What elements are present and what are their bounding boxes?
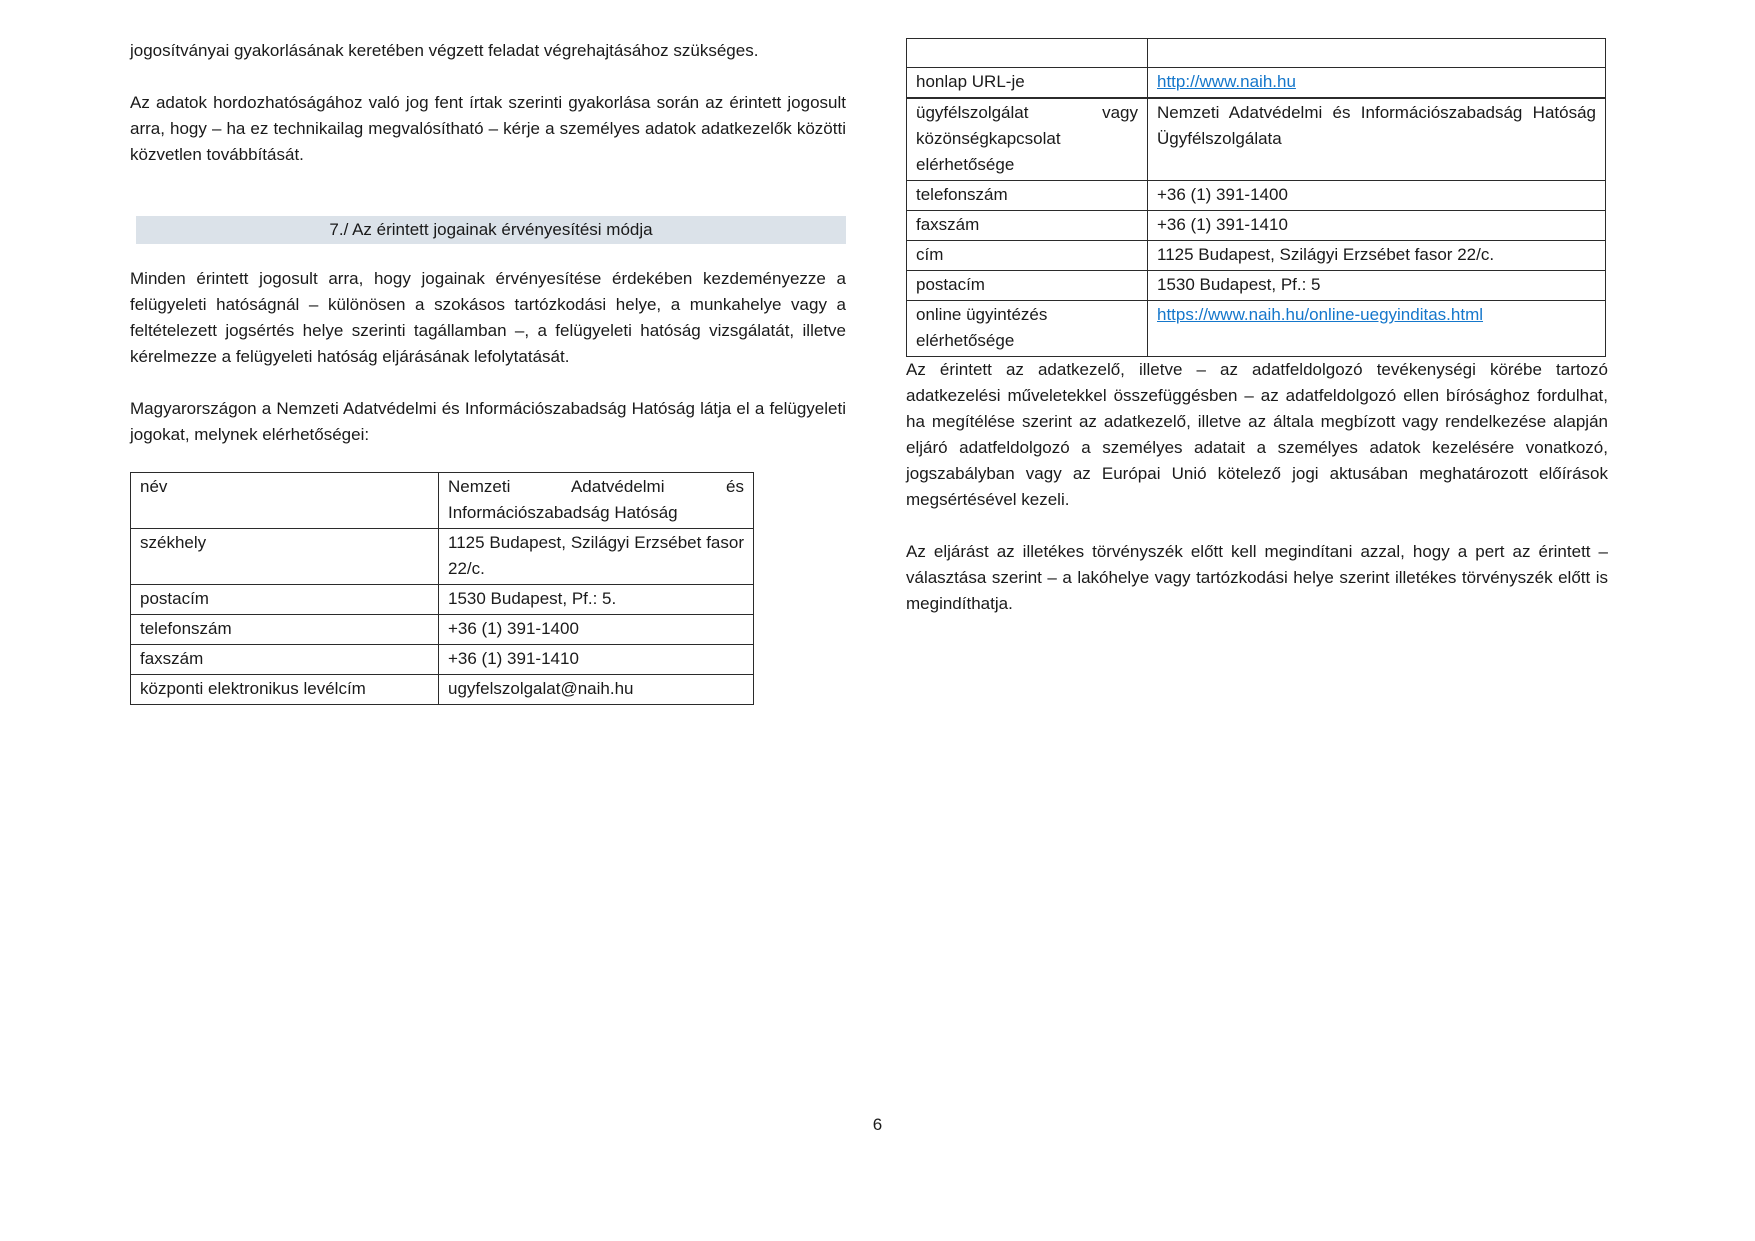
table-row bbox=[131, 473, 754, 529]
naih-homepage-link[interactable]: http://www.naih.hu bbox=[1157, 72, 1296, 91]
table-row bbox=[131, 585, 754, 615]
paragraph-rights-enforcement: Minden érintett jogosult arra, hogy jogainak érvényesítése érdekében kezdeményezze a felügyeleti hatóságnál – különösen a szokásos tartózkodási helye, a munkahelye vagy a feltételezett jogsértés helye szerinti tagállamban –, a felügyeleti hatóság vizsgálatát, illetve kérelmezze a felügyeleti hatóság eljárásának lefolytatását. bbox=[130, 269, 846, 366]
row-label: székhely bbox=[131, 529, 439, 585]
page-number: 6 bbox=[872, 1115, 883, 1134]
naih-details-table bbox=[130, 472, 754, 705]
table-row bbox=[907, 301, 1606, 357]
row-value: 1530 Budapest, Pf.: 5. bbox=[439, 585, 754, 615]
row-label: faxszám bbox=[907, 211, 1148, 241]
row-label: központi elektronikus levélcím bbox=[131, 675, 439, 705]
row-value: +36 (1) 391-1400 bbox=[1148, 181, 1606, 211]
row-label: név bbox=[131, 473, 439, 529]
row-label: ügyfélszolgálat vagy közönségkapcsolat elérhetősége bbox=[907, 99, 1148, 181]
paragraph-intro: jogosítványai gyakorlásának keretében végzett feladat végrehajtásához szükséges. bbox=[130, 41, 759, 60]
table-row bbox=[131, 529, 754, 585]
right-column bbox=[906, 38, 1608, 643]
row-label: telefonszám bbox=[131, 615, 439, 645]
row-label: telefonszám bbox=[907, 181, 1148, 211]
table-row bbox=[907, 181, 1606, 211]
table-row bbox=[907, 99, 1606, 181]
table-row bbox=[907, 68, 1606, 98]
paragraph-court-remedy: Az érintett az adatkezelő, illetve – az adatfeldolgozó tevékenységi körébe tartozó adatkezelési műveletekkel összefüggésben – az adatfeldolgozó ellen bírósághoz fordulhat, ha megítélése szerint az adatkezelő, illetve az általa megbízott vagy rendelkezése alapján eljáró adatfeldolgozó a személyes adatait a személyes adatok kezelésére vonatkozó, jogszabályban vagy az Európai Unió kötelező jogi aktusában meghatározott előírások megsértésével kezeli. bbox=[906, 360, 1608, 509]
online-case-start-link[interactable]: https://www.naih.hu/online-uegyinditas.html bbox=[1157, 305, 1484, 324]
paragraph-hungary-authority: Magyarországon a Nemzeti Adatvédelmi és Információszabadság Hatóság látja el a felügyeleti jogokat, melynek elérhetőségei: bbox=[130, 399, 846, 444]
row-label bbox=[907, 39, 1148, 68]
left-column bbox=[130, 38, 846, 705]
table-row bbox=[907, 39, 1606, 68]
table-row bbox=[907, 241, 1606, 271]
table-row bbox=[131, 645, 754, 675]
row-value: 1125 Budapest, Szilágyi Erzsébet fasor 22/c. bbox=[439, 529, 754, 585]
row-value bbox=[1148, 39, 1606, 68]
row-label: postacím bbox=[131, 585, 439, 615]
row-value: 1530 Budapest, Pf.: 5 bbox=[1148, 271, 1606, 301]
row-value: +36 (1) 391-1410 bbox=[439, 645, 754, 675]
row-value bbox=[1148, 301, 1606, 357]
row-value: +36 (1) 391-1410 bbox=[1148, 211, 1606, 241]
row-value: Nemzeti Adatvédelmi és Információszabadság Hatóság Ügyfélszolgálata bbox=[1148, 99, 1606, 181]
table-row bbox=[907, 211, 1606, 241]
row-label: online ügyintézés elérhetősége bbox=[907, 301, 1148, 357]
row-value: 1125 Budapest, Szilágyi Erzsébet fasor 22/c. bbox=[1148, 241, 1606, 271]
row-value bbox=[1148, 68, 1606, 98]
paragraph-data-portability: Az adatok hordozhatóságához való jog fent írtak szerinti gyakorlása során az érintett jogosult arra, hogy – ha ez technikailag megvalósítható – kérje a személyes adatok adatkezelők közötti közvetlen továbbítását. bbox=[130, 93, 846, 164]
row-value: ugyfelszolgalat@naih.hu bbox=[439, 675, 754, 705]
table-row bbox=[131, 675, 754, 705]
row-value: +36 (1) 391-1400 bbox=[439, 615, 754, 645]
row-label: honlap URL-je bbox=[907, 68, 1148, 98]
row-value: Nemzeti Adatvédelmi és Információszabadság Hatóság bbox=[439, 473, 754, 529]
table-row bbox=[131, 615, 754, 645]
row-label: cím bbox=[907, 241, 1148, 271]
paragraph-court-procedure: Az eljárást az illetékes törvényszék előtt kell megindítani azzal, hogy a pert az érintett – választása szerint – a lakóhelye vagy tartózkodási helye szerint illetékes törvényszék előtt is megindíthatja. bbox=[906, 542, 1608, 613]
naih-contact-table bbox=[906, 98, 1606, 357]
row-label: postacím bbox=[907, 271, 1148, 301]
naih-website-table bbox=[906, 38, 1606, 98]
table-row bbox=[907, 271, 1606, 301]
row-label: faxszám bbox=[131, 645, 439, 675]
section-heading: 7./ Az érintett jogainak érvényesítési módja bbox=[136, 216, 846, 244]
